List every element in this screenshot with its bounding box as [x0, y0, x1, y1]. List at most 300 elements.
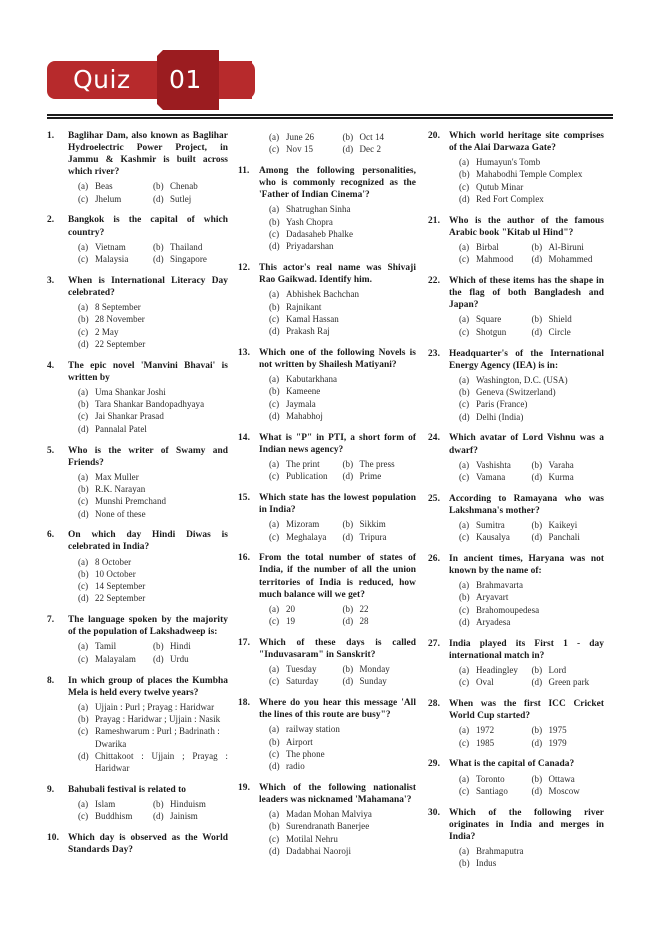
option-item[interactable]	[459, 313, 532, 325]
option-text: Nov 15	[286, 144, 314, 155]
option-text: Prime	[359, 471, 382, 482]
option-item[interactable]	[78, 253, 153, 265]
option-item[interactable]	[459, 411, 604, 423]
question-text: Which day is observed as the World Standards Day?	[68, 833, 228, 856]
question-item	[47, 784, 228, 823]
question-text: Which of these days is called "Induvasaram" in Sanskrit?	[259, 637, 416, 660]
option-key: (c)	[459, 254, 470, 265]
quiz-header-banner	[47, 50, 613, 112]
option-key: (c)	[269, 676, 280, 687]
option-key: (b)	[531, 665, 543, 676]
option-item[interactable]	[78, 338, 228, 350]
option-item[interactable]	[78, 713, 228, 725]
option-item[interactable]	[459, 253, 532, 265]
option-item[interactable]	[78, 556, 228, 568]
option-item[interactable]	[459, 519, 532, 531]
option-item[interactable]	[153, 253, 228, 265]
option-key: (c)	[78, 326, 89, 337]
question-number: 16.	[238, 553, 251, 564]
question-text: Which of the following river originates in India and merges in India?	[449, 807, 604, 842]
question-item	[238, 552, 416, 627]
option-item[interactable]	[459, 845, 604, 857]
option-item[interactable]	[78, 798, 153, 810]
option-item[interactable]	[269, 531, 343, 543]
question-body	[259, 552, 416, 627]
option-list	[449, 155, 604, 205]
option-text: Square	[476, 314, 502, 325]
option-item[interactable]	[153, 180, 228, 192]
question-item	[47, 675, 228, 775]
option-item[interactable]	[153, 241, 228, 253]
option-text: Brahmavarta	[476, 580, 524, 591]
option-key: (b)	[459, 592, 470, 603]
option-item[interactable]	[269, 131, 343, 143]
option-item[interactable]	[269, 723, 416, 735]
option-item[interactable]	[269, 373, 416, 385]
option-text: Oct 14	[359, 132, 385, 142]
option-item[interactable]	[78, 640, 153, 652]
option-item[interactable]	[459, 773, 532, 785]
option-key: (d)	[269, 411, 280, 422]
option-item[interactable]	[78, 410, 228, 422]
option-text: 1979	[548, 737, 567, 748]
option-key: (d)	[269, 761, 280, 772]
question-body	[449, 758, 604, 797]
option-key: (d)	[342, 676, 354, 687]
option-text: 1985	[476, 737, 495, 748]
option-item[interactable]	[343, 615, 417, 627]
option-text: Mohammed	[548, 254, 593, 265]
option-key: (c)	[269, 531, 280, 542]
question-body	[68, 675, 228, 775]
option-item[interactable]	[459, 785, 532, 797]
option-key: (a)	[78, 641, 89, 652]
option-item[interactable]	[153, 798, 228, 810]
option-item[interactable]	[269, 663, 343, 675]
option-item[interactable]	[269, 458, 343, 470]
question-item	[47, 275, 228, 350]
option-text: The phone	[286, 748, 325, 759]
option-list	[449, 578, 604, 628]
option-item[interactable]	[343, 143, 417, 155]
option-list	[259, 457, 416, 483]
option-item[interactable]	[269, 410, 416, 422]
question-item	[428, 807, 604, 870]
option-item[interactable]	[269, 820, 416, 832]
question-body	[259, 697, 416, 772]
option-text: R.K. Narayan	[95, 483, 146, 494]
option-item[interactable]	[343, 675, 417, 687]
option-item[interactable]	[269, 470, 343, 482]
option-text: Indus	[476, 858, 497, 869]
option-item[interactable]	[532, 676, 605, 688]
question-body	[68, 614, 228, 665]
question-body	[449, 807, 604, 870]
question-item	[428, 432, 604, 483]
option-key: (d)	[531, 471, 543, 482]
option-text: Brahomoupedesa	[476, 604, 540, 615]
option-key: (a)	[78, 471, 89, 482]
option-key: (d)	[342, 616, 354, 627]
option-text: Brahmaputra	[476, 845, 524, 856]
option-item[interactable]	[532, 737, 605, 749]
option-key: (a)	[269, 374, 280, 385]
option-key: (a)	[459, 314, 470, 325]
option-item[interactable]	[78, 326, 228, 338]
question-number: 4.	[47, 360, 55, 371]
option-key: (d)	[531, 326, 543, 337]
option-list	[68, 300, 228, 350]
question-item	[238, 637, 416, 688]
option-item[interactable]	[78, 495, 228, 507]
option-key: (b)	[269, 736, 280, 747]
option-list	[259, 722, 416, 772]
option-item[interactable]	[532, 471, 605, 483]
question-number: 28.	[428, 699, 441, 710]
option-key: (a)	[459, 459, 470, 470]
option-key: (a)	[459, 845, 470, 856]
question-body	[68, 784, 228, 823]
option-item[interactable]	[459, 737, 532, 749]
option-key: (d)	[342, 531, 354, 542]
option-item[interactable]	[459, 181, 604, 193]
question-body	[449, 638, 604, 689]
option-key: (a)	[459, 374, 470, 385]
option-key: (d)	[342, 144, 354, 155]
option-text: Sutlej	[170, 193, 192, 204]
option-item[interactable]	[459, 531, 532, 543]
option-key: (b)	[78, 483, 89, 494]
option-item[interactable]	[78, 313, 228, 325]
question-item	[47, 832, 228, 857]
option-list	[68, 639, 228, 665]
option-item[interactable]	[269, 288, 416, 300]
option-text: Prayag : Haridwar ; Ujjain : Nasik	[95, 714, 221, 725]
option-item[interactable]	[78, 471, 228, 483]
option-item[interactable]	[78, 580, 228, 592]
option-key: (c)	[269, 144, 280, 155]
option-text: Shatrughan Sinha	[286, 204, 351, 215]
option-text: The press	[359, 459, 395, 469]
option-text: Green park	[548, 677, 590, 688]
question-number: 2.	[47, 215, 55, 226]
option-item[interactable]	[343, 470, 417, 482]
option-item[interactable]	[269, 216, 416, 228]
option-item[interactable]	[78, 653, 153, 665]
option-item[interactable]	[532, 724, 605, 736]
question-text: In which group of places the Kumbha Mela is held every twelve years?	[68, 675, 228, 698]
quiz-number: 01	[169, 65, 202, 94]
option-item[interactable]	[459, 193, 604, 205]
option-item[interactable]	[153, 810, 228, 822]
option-item[interactable]	[459, 616, 604, 628]
option-key: (c)	[269, 833, 280, 844]
option-key: (a)	[269, 603, 280, 614]
question-item	[238, 347, 416, 422]
option-key: (c)	[269, 228, 280, 239]
option-item[interactable]	[459, 591, 604, 603]
option-key: (c)	[269, 471, 280, 482]
option-key: (c)	[269, 616, 280, 627]
question-item	[428, 698, 604, 749]
option-item[interactable]	[343, 603, 417, 615]
option-item[interactable]	[78, 386, 228, 398]
option-item[interactable]	[532, 519, 605, 531]
option-item[interactable]	[269, 845, 416, 857]
option-text: Toronto	[476, 773, 505, 784]
option-item[interactable]	[78, 508, 228, 520]
question-number: 15.	[238, 493, 251, 504]
option-key: (a)	[78, 301, 89, 312]
option-text: Uma Shankar Joshi	[95, 386, 166, 397]
option-key: (b)	[531, 242, 543, 253]
option-key: (b)	[342, 132, 354, 142]
option-item[interactable]	[459, 398, 604, 410]
option-item[interactable]	[532, 241, 605, 253]
option-list	[68, 797, 228, 823]
question-number: 5.	[47, 445, 55, 456]
question-item	[238, 130, 416, 156]
option-item[interactable]	[532, 326, 605, 338]
question-item	[428, 758, 604, 797]
option-item[interactable]	[269, 301, 416, 313]
option-key: (b)	[269, 301, 280, 312]
option-item[interactable]	[459, 471, 532, 483]
question-column	[47, 130, 235, 867]
option-text: Santiago	[476, 785, 508, 796]
option-key: (c)	[459, 677, 470, 688]
option-key: (b)	[153, 241, 164, 252]
option-item[interactable]	[343, 531, 417, 543]
option-list	[449, 312, 604, 338]
option-item[interactable]	[78, 568, 228, 580]
option-key: (c)	[78, 253, 89, 264]
option-item[interactable]	[78, 301, 228, 313]
option-item[interactable]	[343, 663, 417, 675]
option-key: (b)	[78, 714, 89, 725]
question-number	[238, 130, 259, 156]
option-text: Red Fort Complex	[476, 194, 544, 205]
option-item[interactable]	[459, 579, 604, 591]
option-text: 28	[359, 616, 369, 627]
option-item[interactable]	[269, 603, 343, 615]
option-text: Al-Biruni	[548, 242, 584, 253]
option-item[interactable]	[532, 773, 605, 785]
option-key: (d)	[153, 253, 164, 264]
option-key: (d)	[78, 750, 89, 761]
option-item[interactable]	[269, 675, 343, 687]
option-item[interactable]	[269, 748, 416, 760]
option-item[interactable]	[269, 240, 416, 252]
option-item[interactable]	[269, 398, 416, 410]
option-key: (a)	[269, 132, 280, 142]
option-key: (b)	[269, 386, 280, 397]
option-item[interactable]	[78, 398, 228, 410]
option-item[interactable]	[78, 241, 153, 253]
option-key: (c)	[459, 326, 470, 337]
option-item[interactable]	[153, 193, 228, 205]
option-key: (c)	[78, 496, 89, 507]
option-item[interactable]	[269, 833, 416, 845]
question-text: Headquarter's of the International Energy Agency (IEA) is in:	[449, 348, 604, 371]
option-text: Munshi Premchand	[95, 496, 167, 507]
header-divider-rule	[47, 114, 613, 119]
option-text: Birbal	[476, 242, 499, 253]
option-text: Tamil	[95, 641, 117, 652]
option-text: Mahabodhi Temple Complex	[476, 169, 583, 180]
option-key: (a)	[459, 773, 470, 784]
question-item	[238, 262, 416, 337]
option-text: Geneva (Switzerland)	[476, 387, 556, 398]
option-text: Tripura	[359, 531, 387, 542]
question-body	[259, 347, 416, 422]
option-key: (a)	[78, 241, 89, 252]
question-body	[449, 698, 604, 749]
question-item	[47, 360, 228, 435]
option-text: Jaymala	[286, 398, 316, 409]
option-item[interactable]	[459, 724, 532, 736]
option-item[interactable]	[78, 180, 153, 192]
question-body	[68, 275, 228, 350]
question-item	[238, 492, 416, 543]
option-item[interactable]	[153, 653, 228, 665]
option-text: Chittakoot : Ujjain ; Prayag : Haridwar	[95, 750, 228, 774]
option-text: 2 May	[95, 326, 119, 337]
option-key: (a)	[78, 556, 89, 567]
option-key: (d)	[78, 338, 89, 349]
option-item[interactable]	[78, 423, 228, 435]
option-text: Jhelum	[95, 193, 122, 204]
option-item[interactable]	[78, 483, 228, 495]
option-text: Publication	[286, 471, 328, 482]
question-text: Who is the writer of Swamy and Friends?	[68, 445, 228, 468]
option-list	[449, 772, 604, 798]
option-item[interactable]	[459, 241, 532, 253]
option-list	[259, 662, 416, 688]
option-key: (b)	[459, 858, 470, 869]
option-item[interactable]	[78, 193, 153, 205]
option-item[interactable]	[269, 615, 343, 627]
option-item[interactable]	[459, 857, 604, 869]
option-item[interactable]	[269, 143, 343, 155]
option-item[interactable]	[459, 168, 604, 180]
option-text: Shield	[548, 314, 572, 325]
question-text: When is International Literacy Day celebrated?	[68, 275, 228, 298]
option-text: Vamana	[476, 471, 506, 482]
option-text: Kamal Hassan	[286, 313, 339, 324]
option-item[interactable]	[343, 458, 417, 470]
option-item[interactable]	[459, 386, 604, 398]
question-body	[68, 529, 228, 604]
option-key: (c)	[459, 471, 470, 482]
option-item[interactable]	[459, 326, 532, 338]
question-number: 9.	[47, 785, 55, 795]
option-item[interactable]	[269, 228, 416, 240]
option-item[interactable]	[269, 518, 343, 530]
option-key: (b)	[342, 603, 354, 614]
option-item[interactable]	[269, 736, 416, 748]
option-key: (a)	[78, 181, 89, 192]
option-list	[259, 602, 416, 628]
option-key: (d)	[531, 254, 543, 265]
question-number: 7.	[47, 615, 55, 626]
option-item[interactable]	[532, 253, 605, 265]
option-list	[449, 373, 604, 423]
question-body	[449, 553, 604, 628]
question-text: What is the capital of Canada?	[449, 759, 575, 770]
option-item[interactable]	[153, 640, 228, 652]
question-body	[259, 492, 416, 543]
option-item[interactable]	[532, 313, 605, 325]
option-item[interactable]	[269, 203, 416, 215]
option-item[interactable]	[459, 459, 532, 471]
option-item[interactable]	[343, 518, 417, 530]
option-text: Saturday	[286, 676, 319, 687]
option-item[interactable]	[269, 325, 416, 337]
option-item[interactable]	[459, 676, 532, 688]
option-item[interactable]	[343, 131, 417, 143]
option-item[interactable]	[459, 604, 604, 616]
option-item[interactable]	[269, 808, 416, 820]
option-text: 20	[286, 603, 296, 614]
question-text: India played its First 1 - day international match in?	[449, 638, 604, 661]
option-text: Islam	[95, 799, 116, 810]
option-text: Meghalaya	[286, 531, 327, 542]
option-item[interactable]	[532, 664, 605, 676]
option-item[interactable]	[532, 531, 605, 543]
option-text: Vashishta	[476, 459, 511, 470]
option-text: Sikkim	[359, 519, 386, 530]
option-item[interactable]	[269, 385, 416, 397]
option-text: None of these	[95, 508, 146, 519]
option-text: Headingley	[476, 665, 518, 676]
option-item[interactable]	[78, 750, 228, 775]
option-item[interactable]	[532, 459, 605, 471]
option-text: Jai Shankar Prasad	[95, 411, 164, 422]
quiz-title: Quiz	[73, 65, 131, 94]
option-text: 22 September	[95, 338, 146, 349]
option-text: Sumitra	[476, 519, 505, 530]
option-key: (b)	[459, 169, 470, 180]
option-text: Urdu	[170, 653, 189, 664]
option-list	[68, 240, 228, 266]
question-body	[449, 215, 604, 266]
option-list	[449, 663, 604, 689]
question-column	[235, 130, 423, 867]
option-item[interactable]	[459, 664, 532, 676]
option-item[interactable]	[269, 313, 416, 325]
question-body	[449, 130, 604, 205]
question-text: Which world heritage site comprises of the Alai Darwaza Gate?	[449, 131, 604, 154]
option-key: (a)	[269, 204, 280, 215]
question-number: 23.	[428, 348, 441, 359]
option-item[interactable]	[78, 725, 228, 750]
option-key: (d)	[269, 326, 280, 337]
option-item[interactable]	[78, 592, 228, 604]
option-item[interactable]	[459, 374, 604, 386]
option-key: (a)	[459, 580, 470, 591]
option-text: Aryavart	[476, 592, 509, 603]
option-text: Hinduism	[170, 799, 206, 810]
option-item[interactable]	[532, 785, 605, 797]
question-item	[428, 215, 604, 266]
option-item[interactable]	[78, 701, 228, 713]
option-key: (b)	[342, 664, 354, 675]
option-key: (d)	[269, 241, 280, 252]
option-item[interactable]	[78, 810, 153, 822]
option-item[interactable]	[269, 760, 416, 772]
option-item[interactable]	[459, 156, 604, 168]
